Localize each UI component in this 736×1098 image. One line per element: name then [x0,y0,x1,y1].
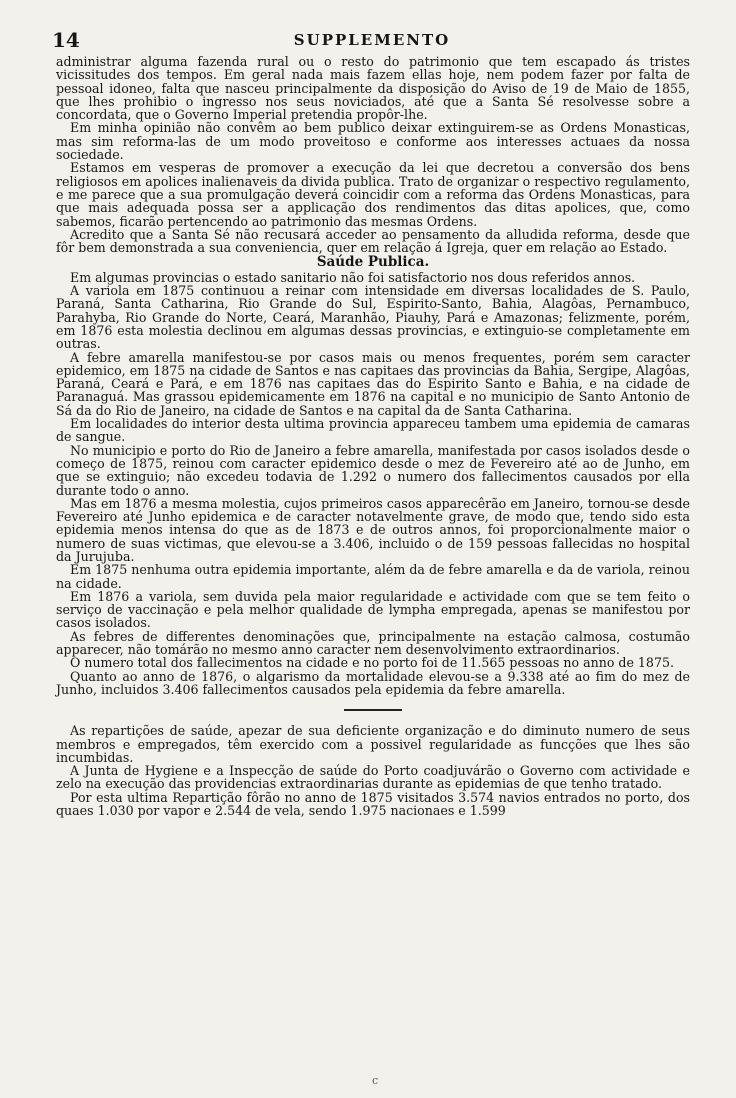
paragraph: O numero total dos fallecimentos na cidade e no porto foi de 11.565 pessoas no anno de 1875. [70,655,674,671]
page-body [56,55,690,817]
section-divider [344,709,402,711]
paragraph: A Junta de Hygiene e a Inspecção de saúde do Porto coadjuvárão o Governo com actividade e zelo na execução das providencias extraordinarias durante as epidemias de que tenho tratado. [56,763,690,792]
paragraph: administrar alguma fazenda rural ou o resto do patrimonio que tem escapado ás tristes vicissitudes dos tempos. Em geral nada mais fazem ellas hoje, nem podem fazer por falta de pessoal idoneo, falta que nasceu principalmente da disposição do Aviso de 19 de Maio de 1855, que lhes prohibio o ingresso nos seus noviciados, até que a Santa Sé resolvesse sobre a concordata, que o Governo Imperial pretendia propôr-lhe. [56,54,690,123]
paragraph: Quanto ao anno de 1876, o algarismo da mortalidade elevou-se a 9.338 até ao fim do mez de Junho, incluidos 3.406 fallecimentos causados pela epidemia da febre amarella. [56,668,690,697]
section-heading: Saúde Publica. [316,254,430,271]
paragraph: As febres de differentes denominações que, principalmente na estação calmosa, costumão apparecer, não tomárão no mesmo anno caracter nem desenvolvimento extraordinarios. [56,628,690,658]
paragraph: Em localidades do interior desta ultima provincia appareceu tambem uma epidemia de camaras de sangue. [56,416,690,445]
paragraph: Estamos em vesperas de promover a execução da lei que decretou a conversão dos bens religiosos em apolices inalienaveis da divida publica. Trato de organizar o respectivo regulamento, e me parece que a sua promulgação deverá coincidir com a reforma das Ordens Monasticas, para que mais adequada possa ser a applicação dos rendimentos das ditas apolices, que, como sabemos, ficarão pertencendo ao patrimonio das mesmas Ordens. [56,160,690,229]
paragraph: A variola em 1875 continuou a reinar com intensidade em diversas localidades de S. Paulo, Paraná, Santa Catharina, Rio Grande do Sul, Espirito-Santo, Bahia, Alagôas, Pernambuco, Parahyba, Rio Grande do Norte, Ceará, Maranhão, Piauhy, Pará e Amazonas; felizmente, porém, em 1876 esta molestia declinou em algumas dessas provincias, e extinguio-se completamente em outras. [56,283,690,352]
paragraph: No municipio e porto do Rio de Janeiro a febre amarella, manifestada por casos isolados desde o começo de 1875, reinou com caracter epidemico desde o mez de Fevereiro até ao de Junho, em que se extinguio; não excedeu todavia de 1.292 o numero dos fallecimentos causados por ella durante todo o anno. [56,442,690,498]
paragraph: Por esta ultima Repartição fôrão no anno de 1875 visitados 3.574 navios entrados no porto, dos quaes 1.030 por vapor e 2.544 de vela, sendo 1.975 nacionaes e 1.599 [56,789,690,819]
paragraph: Em minha opinião não convêm ao bem publico deixar extinguirem-se as Ordens Monasticas, mas sim reforma-las de um modo proveitoso e conforme aos interesses actuaes da nossa sociedade. [56,120,690,163]
paragraph: Em 1875 nenhuma outra epidemia importante, além da de febre amarella e da de variola, reinou na cidade. [56,562,690,591]
paragraph: As repartições de saúde, apezar de sua deficiente organização e do diminuto numero de seus membros e empregados, têm exercido com a possivel regularidade as funcções que lhes são incumbidas. [56,723,690,765]
paragraph: Acredito que a Santa Sé não recusará acceder ao pensamento da alludida reforma, desde que fôr bem demonstrada a sua conveniencia, quer em relação á Igreja, quer em relação ao Estado. [56,226,690,256]
footer-mark: c [372,1074,379,1087]
paragraph: Em algumas provincias o estado sanitario não foi satisfactorio nos dous referidos annos. [70,269,636,285]
paragraph: Em 1876 a variola, sem duvida pela maior regularidade e actividade com que se tem feito o serviço de vaccinação e pela melhor qualidade de lympha empregada, apenas se manifestou por casos isolados. [56,588,690,631]
running-title: SUPPLEMENTO [293,31,451,49]
paragraph: Mas em 1876 a mesma molestia, cujos primeiros casos apparecêrão em Janeiro, tornou-se desde Fevereiro até Junho epidemica e de caracter notavelmente grave, de modo que, tendo sido esta epidemia menos intensa do que as de 1873 e de outros annos, foi proporcionalmente maior o numero de suas victimas, que elevou-se a 3.406, incluido o de 159 pessoas fallecidas no hospital da Jurujuba. [56,495,690,564]
page-number: 14 [52,28,80,52]
page-header [52,28,692,50]
paragraph: A febre amarella manifestou-se por casos mais ou menos frequentes, porém sem caracter epidemico, em 1875 na cidade de Santos e nas capitaes das provincias da Bahia, Sergipe, Alagôas, Paraná, Ceará e Pará, e em 1876 nas capitaes das do Espirito Santo e Bahia, e na cidade de Paranaguá. Mas grassou epidemicamente em 1876 na capital e no municipio de Santo Antonio de Sá da do Rio de Janeiro, na cidade de Santos e na capital da de Santa Catharina. [56,349,690,418]
